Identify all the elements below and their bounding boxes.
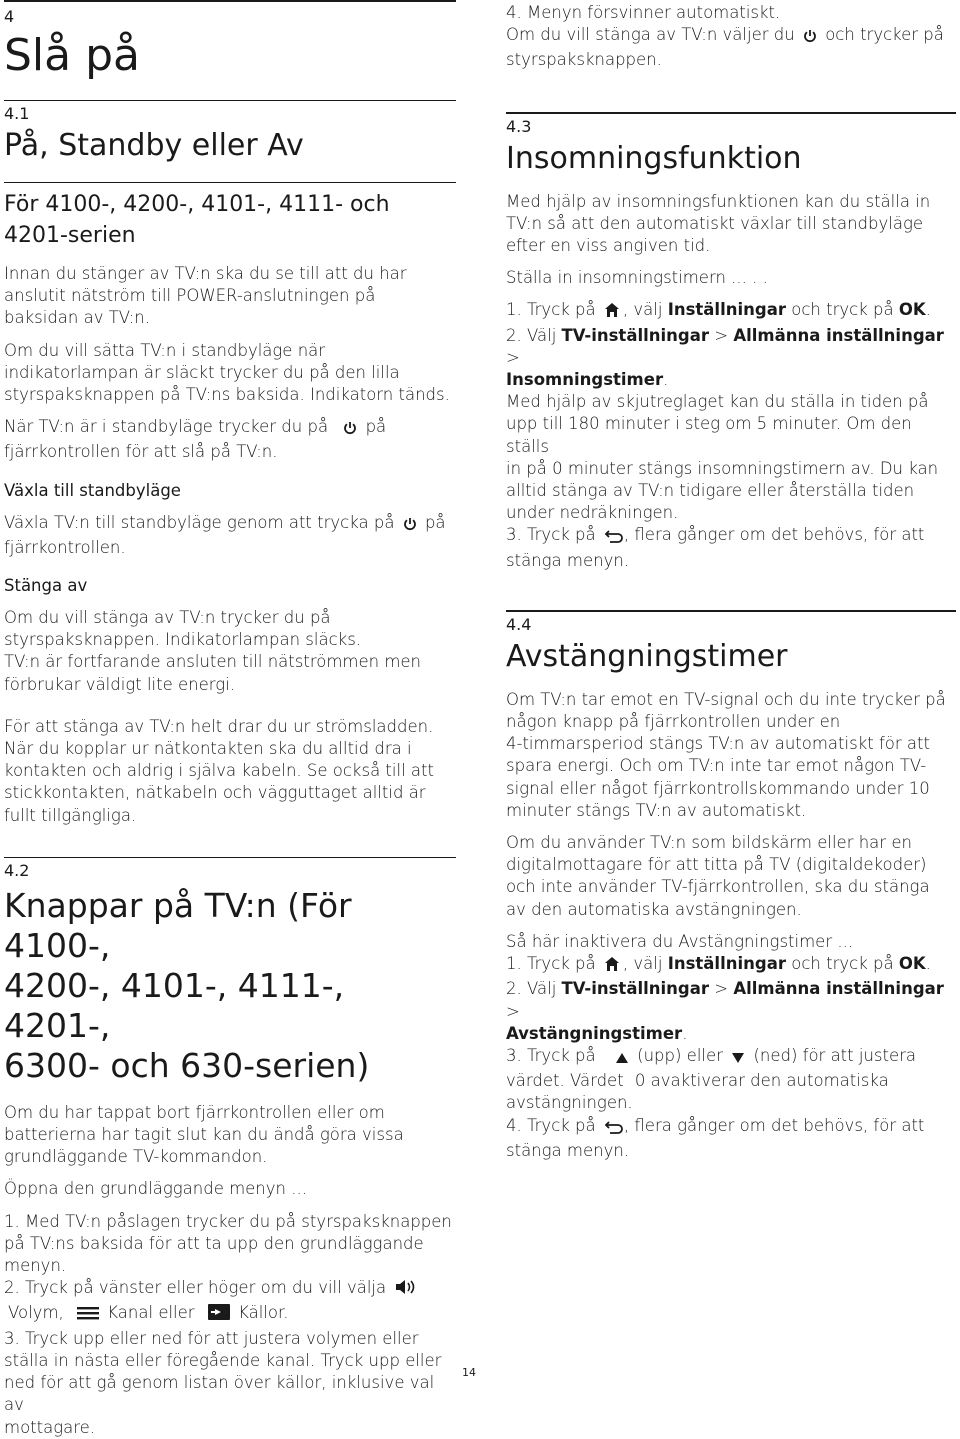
text-line: avstängningen. [506,1093,633,1113]
text-line: batterierna har tagit slut kan du ändå göra vissa [4,1125,404,1145]
text-line: 4. Menyn försvinner automatiskt. [506,3,781,22]
text-segment: Om du vill stänga av TV:n väljer du [506,25,795,45]
text-line: När du kopplar ur nätkontakten ska du alltid dra i [4,739,412,759]
text-line: på TV:ns baksida för att ta upp den grundläggande [4,1233,424,1253]
text-line [506,953,956,978]
text-line: stänga menyn. [506,550,630,570]
text-line: Innan du stänger av TV:n ska du se till att du har [4,264,407,283]
volume-icon [394,1278,418,1302]
chapter-number: 4 [4,7,15,26]
text-segment: på [365,417,387,437]
text-segment: värdet. Värdet [506,1071,624,1091]
heading-switch-standby: Växla till standbyläge [4,480,181,500]
text-segment: 2. Välj [506,979,557,999]
text-line [506,1045,956,1070]
heading-turn-off: Stänga av [4,576,88,596]
section-title-4-4: Avstängningstimer [506,638,788,674]
text-line: Om du använder TV:n som bildskärm eller har en [506,833,912,853]
back-icon [604,527,624,549]
text-line: signal eller något fjärrkontrollskommando under 10 [506,778,930,798]
text-line: kontakten och aldrig i själva kabeln. Se också till att [4,761,434,781]
text-segment: OK [898,300,926,320]
text-segment: på [424,512,446,532]
text-segment: TV-inställningar [561,979,709,999]
power-icon [343,419,357,441]
text-line: minuter stängs TV:n av automatiskt. [506,800,807,820]
sources-icon [208,1303,230,1327]
text-segment: Inställningar [667,300,786,320]
paragraph-sleep-set [506,267,956,289]
text-line: under nedräkningen. [506,503,679,523]
text-segment: Avstängningstimer [506,1023,683,1043]
text-line: stickkontakten, nätkabeln och vägguttaget alltid är [4,783,426,803]
sleep-steps [506,299,956,571]
text-line: stänga menyn. [506,1140,630,1160]
text-line: fjärrkontrollen för att slå på TV:n. [4,442,278,462]
section-title-4-2-line1: Knappar på TV:n (För 4100-, [4,885,352,965]
text-segment: . [925,300,931,320]
up-arrow-icon [615,1048,629,1070]
text-line: 1. Med TV:n påslagen trycker du på styrspaksknappen [4,1211,452,1231]
page-number: 14 [462,1366,476,1379]
subsection-rule [4,182,456,183]
text-line: efter en viss angiven tid. [506,236,711,256]
text-segment: (ned) för att justera [753,1045,917,1065]
text-segment: , välj [622,954,663,974]
text-line: mottagare. [4,1417,96,1437]
text-segment: 2. Tryck på vänster eller höger om du vill välja [4,1278,387,1298]
text-line [506,299,956,324]
paragraph-turn-off [4,607,456,696]
text-line: in på 0 minuter stängs insomningstimern av. Du kan [506,458,939,478]
text-line [506,325,956,369]
text-line: grundläggande TV-kommandon. [4,1147,268,1167]
text-segment: När TV:n är i standbyläge trycker du på [4,417,329,437]
text-segment: Inställningar [667,954,786,974]
text-line: Ställa in insomningstimern ... . . [506,268,768,288]
text-line [4,512,456,537]
section-rule-4-2 [4,857,456,858]
text-line: Med hjälp av insomningsfunktionen kan du ställa in [506,191,931,211]
text-segment: . [682,1023,688,1043]
text-segment: > [506,347,520,367]
offtimer-steps [506,953,956,1162]
text-segment: och tryck på [791,954,894,974]
text-segment: OK [898,954,926,974]
text-segment: Kanal eller [107,1303,195,1323]
text-segment: 1. Tryck på [506,954,596,974]
paragraph-lost-remote [4,1102,456,1169]
text-segment: 4. Tryck på [506,1115,596,1135]
text-line: spara energi. Och om TV:n inte tar emot någon TV- [506,756,927,776]
text-segment: > [714,325,729,345]
text-segment: , välj [622,300,663,320]
text-line: TV:n är fortfarande ansluten till nätströmmen men [4,652,422,672]
text-line: ställa in nästa eller föregående kanal. Tryck upp eller [4,1350,442,1370]
text-segment: TV-inställningar [561,325,709,345]
section-number-4-2: 4.2 [4,860,30,880]
text-segment: Insomningstimer [506,370,664,390]
text-line [506,369,956,391]
text-line: upp till 180 minuter i steg om 5 minuter. Om den ställs [506,414,912,456]
text-line: av den automatiska avstängningen. [506,899,802,919]
section-rule-4-1 [4,100,456,101]
text-line [506,1070,956,1092]
text-segment: Växla TV:n till standbyläge genom att trycka på [4,512,395,532]
text-line: Om TV:n tar emot en TV-signal och du inte trycker på [506,689,946,709]
paragraph-remote-on [4,416,456,463]
text-segment: , flera gånger om det behövs, för att [623,1115,925,1135]
down-arrow-icon [731,1048,745,1070]
text-line [506,524,956,549]
text-line: Om du har tappat bort fjärrkontrollen eller om [4,1102,385,1122]
text-segment: > [714,979,729,999]
text-line: TV:n så att den automatiskt växlar till standbyläge [506,213,924,233]
text-segment: . [663,370,669,390]
text-line [506,1115,956,1140]
text-line: anslutit nätström till POWER-anslutningen på [4,286,376,306]
text-line: menyn. [4,1256,67,1276]
text-segment: 3. Tryck på [506,525,596,545]
text-line: digitalmottagare för att titta på TV (digitaldekoder) [506,855,927,875]
text-line: någon knapp på fjärrkontrollen under en [506,712,841,732]
subsection-title-line2: 4201-serien [4,223,136,248]
section-rule-4-3 [506,112,956,114]
left-column [4,0,456,1439]
text-segment: > [506,1001,520,1021]
channel-list-icon [77,1305,99,1327]
section-title-4-2-line3: 6300- och 630-serien) [4,1045,370,1085]
text-line: och inte använder TV-fjärrkontrollen, ska du stänga [506,877,930,897]
text-segment: och trycker på [825,25,944,45]
text-line: förbrukar väldigt lite energi. [4,674,235,694]
text-line: För att stänga av TV:n helt drar du ur strömsladden. [4,716,434,736]
paragraph-offtimer-disable [506,931,956,953]
text-line: styrspaksknappen på TV:ns baksida. Indikatorn tänds. [4,385,450,405]
text-line: baksidan av TV:n. [4,308,151,328]
paragraph-offtimer-intro [506,689,956,822]
home-icon [604,302,620,324]
text-segment: 1. Tryck på [506,300,596,320]
text-line: ned för att gå genom listan över källor, inklusive val av [4,1373,435,1415]
text-line: alltid stänga av TV:n tidigare eller återställa tiden [506,481,915,501]
text-segment: Volym, [8,1303,64,1323]
section-number-4-4: 4.4 [506,614,532,634]
home-icon [604,956,620,978]
menu-continuation [506,2,956,72]
text-line: indikatorlampan är släckt trycker du på den lilla [4,362,400,382]
text-line [506,1023,956,1045]
text-segment: (upp) eller [637,1045,723,1065]
chapter-rule [4,0,456,2]
paragraph-open-menu [4,1178,456,1200]
section-title-4-1: På, Standby eller Av [4,128,304,163]
subsection-title-line1: För 4100-, 4200-, 4101-, 4111- och [4,192,390,217]
back-icon [604,1118,624,1140]
text-segment: , flera gånger om det behövs, för att [623,525,925,545]
text-line: styrspaksknappen. [506,50,662,70]
text-line [506,978,956,1022]
section-number-4-3: 4.3 [506,116,532,136]
text-line: Öppna den grundläggande menyn ... [4,1179,307,1199]
section-number-4-1: 4.1 [4,104,30,123]
text-segment: Allmänna inställningar [733,979,944,999]
text-line: 4-timmarsperiod stängs TV:n av automatiskt för att [506,734,930,754]
section-title-4-2-line2: 4200-, 4101-, 4111-, 4201-, [4,965,345,1045]
text-line: Om du vill sätta TV:n i standbyläge när [4,340,326,360]
paragraph-unplug [4,716,456,827]
power-icon [803,27,817,49]
text-line [506,24,956,49]
text-line: fjärrkontrollen. [4,537,126,557]
text-line [4,1302,456,1327]
text-segment: Allmänna inställningar [733,325,944,345]
text-line: Med hjälp av skjutreglaget kan du ställa in tiden på [506,392,929,412]
paragraph-switch-standby [4,512,456,559]
paragraph-offtimer-monitor [506,832,956,921]
text-line [4,416,456,441]
text-line: styrspaksknappen. Indikatorlampan släcks. [4,630,362,650]
text-line: Så här inaktivera du Avstängningstimer ... [506,931,854,951]
text-segment: . [925,954,931,974]
right-column [506,0,956,1162]
text-segment: 0 [634,1071,646,1091]
text-line: fullt tillgängliga. [4,805,137,825]
text-segment: avaktiverar den automatiska [650,1071,889,1091]
text-line: Om du vill stänga av TV:n trycker du på [4,608,331,628]
paragraph-standby-on [4,340,456,407]
paragraph-power [4,263,456,330]
chapter-title: Slå på [4,30,140,81]
text-line: 3. Tryck upp eller ned för att justera volymen eller [4,1328,419,1348]
section-rule-4-4 [506,610,956,612]
text-segment: Källor. [238,1303,289,1323]
section-title-4-3: Insomningsfunktion [506,140,802,176]
text-line [4,1277,456,1302]
text-segment: 3. Tryck på [506,1045,596,1065]
paragraph-sleep-intro [506,191,956,258]
power-icon [403,515,417,537]
text-segment: 2. Välj [506,325,557,345]
steps-list [4,1211,456,1439]
text-segment: och tryck på [791,300,894,320]
